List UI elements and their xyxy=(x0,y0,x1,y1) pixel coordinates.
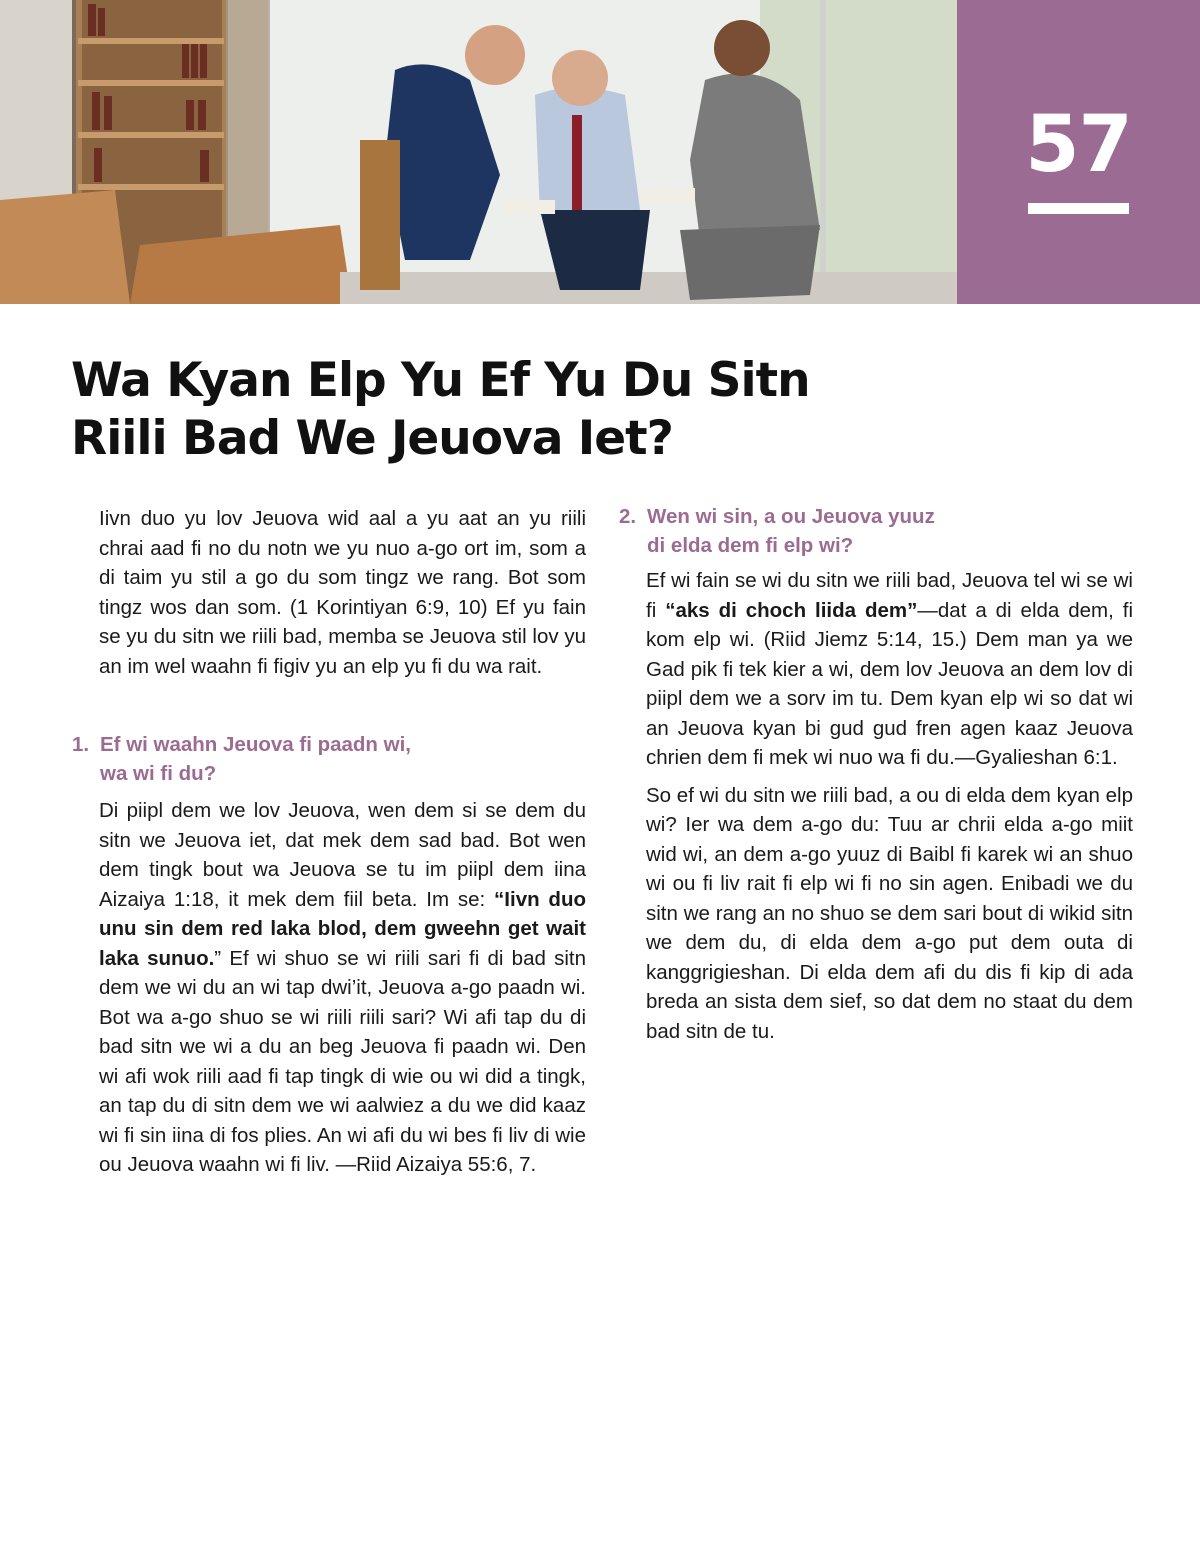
question-1-line-1: Ef wi waahn Jeuova fi paadn wi, xyxy=(100,733,411,756)
lesson-number: 57 xyxy=(1025,100,1132,190)
question-2-line-2: di elda dem fi elp wi? xyxy=(647,534,854,557)
intro-paragraph: Iivn duo yu lov Jeuova wid aal a yu aat an yu riili chrai aad fi no du notn we yu nuo a-go ort im, som a di taim yu stil a go du som tingz we rang. Bot som tingz wos dan som. (1 Korintiyan 6:9, 10) Ef yu fain se yu du sitn we riili bad, memba se Jeuova stil lov yu an im wel waahn fi figiv yu an elp yu fi du wa rait. xyxy=(99,507,586,678)
section-1-text-a: Di piipl dem we lov Jeuova, wen dem si se dem du sitn we Jeuova iet, dat mek dem sad bad. Bot wen dem tingk bout wa Jeuova se tu im piipl dem iina Aizaiya 1:18, it mek dem fiil beta. Im se: xyxy=(99,799,586,911)
section-2-scripture-quote: “aks di choch liida dem” xyxy=(665,598,918,622)
section-1-body xyxy=(99,796,586,1188)
section-2-text-b: —dat a di elda dem, fi kom elp wi. (Riid Jiemz 5:14, 15.) Dem man ya we Gad pik fi tek kier a wi, dem lov Jeuova an dem lov di piipl dem we a sorv im tu. Dem kyan elp wi so dat wi an Jeuova kyan bi gud gud fren agen kaaz Jeuova chrien dem fi mek wi nuo wa fi du.—Gyalieshan 6:1. xyxy=(646,598,1134,769)
question-1-line-2: wa wi fi du? xyxy=(100,762,217,785)
hero-photo xyxy=(0,0,957,304)
section-2-body xyxy=(646,566,1133,1054)
hero-photo-illustration xyxy=(0,0,957,304)
question-2-number: 2. xyxy=(619,505,637,528)
hero-banner xyxy=(0,0,1200,304)
question-2-heading xyxy=(619,502,1127,560)
page-title xyxy=(71,352,891,468)
question-1-heading xyxy=(72,730,580,788)
section-1-paragraph xyxy=(99,796,586,1180)
question-2-line-1: Wen wi sin, a ou Jeuova yuuz xyxy=(647,505,935,528)
section-2-paragraph-2: So ef wi du sitn we riili bad, a ou di elda dem kyan elp wi? Ier wa dem a-go du: Tuu ar chrii elda a-go miit wid wi, an dem a-go yuuz di Baibl fi karek wi an shuo wi ou fi liv rait fi elp wi fi no sin agen. Enibadi we du sitn we rang an no shuo se dem sari bout di wikid sitn we dem du, di elda dem a-go put dem outa di kanggrigieshan. Di elda dem afi du dis fi kip di ada breda an sista dem sief, so dat dem no staat du dem bad sitn de tu. xyxy=(646,783,1133,1043)
title-line-2: Riili Bad We Jeuova Iet? xyxy=(71,411,673,466)
lesson-number-box xyxy=(957,0,1200,304)
lesson-number-underline xyxy=(1028,203,1129,214)
section-2-text-a: Ef wi fain se wi du sitn we riili bad, Jeuova tel wi se wi fi xyxy=(646,569,1133,622)
section-1-scripture-quote: “Iivn duo unu sin dem red laka blod, dem gweehn get wait laka sunuo. xyxy=(99,887,587,970)
title-line-1: Wa Kyan Elp Yu Ef Yu Du Sitn xyxy=(71,353,810,408)
section-2-paragraph-1 xyxy=(646,566,1133,773)
question-1-number: 1. xyxy=(72,733,90,756)
intro-column xyxy=(99,504,586,681)
section-1-text-b: ” Ef wi shuo se wi riili sari fi di bad sitn dem we wi du an wi tap dwi’it, Jeuova a-go paadn wi. Bot wa a-go shuo se wi riili riili sari? Wi afi tap du di bad sitn we wi a du an beg Jeuova fi paadn wi. Den wi afi wok riili aad fi tap tingk di wie ou wi did a tingk, an tap du di sitn dem we wi aalwiez a du we did kaaz wi fi sin iina di fos plies. An wi afi du wi bes fi liv di wie ou Jeuova waahn wi fi liv. —Riid Aizaiya 55:6, 7. xyxy=(99,946,586,1176)
